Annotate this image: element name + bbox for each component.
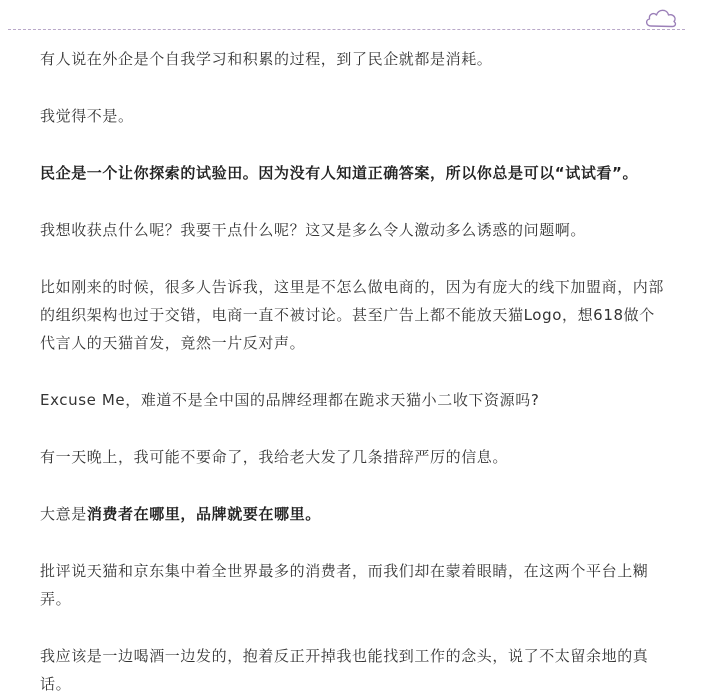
cloud-icon [644, 7, 678, 29]
paragraph-text: 我应该是一边喝酒一边发的，抱着反正开掉我也能找到工作的念头，说了不太留余地的真话。 [40, 647, 649, 693]
bold-text: 民企是一个让你探索的试验田。因为没有人知道正确答案，所以你总是可以“试试看”。 [40, 164, 639, 182]
article-paragraph [40, 273, 670, 357]
article-paragraph [40, 102, 670, 130]
paragraph-text: 有一天晚上，我可能不要命了，我给老大发了几条措辞严厉的信息。 [40, 448, 509, 466]
paragraph-text: 有人说在外企是个自我学习和积累的过程，到了民企就都是消耗。 [40, 50, 493, 68]
article-paragraph [40, 500, 670, 528]
paragraph-text: 比如刚来的时候，很多人告诉我，这里是不怎么做电商的，因为有庞大的线下加盟商，内部的组织架构也过于交错，电商一直不被讨论。甚至广告上都不能放天猫Logo，想618做个代言人的天猫首发，竟然一片反对声。 [40, 278, 665, 352]
top-dashed-divider [8, 29, 685, 30]
article-paragraph [40, 443, 670, 471]
article-paragraph [40, 557, 670, 613]
paragraph-text: 我觉得不是。 [40, 107, 134, 125]
paragraph-text: 大意是 [40, 505, 87, 523]
article-paragraph [40, 45, 670, 73]
article-body [40, 45, 670, 698]
paragraph-text: 批评说天猫和京东集中着全世界最多的消费者，而我们却在蒙着眼睛，在这两个平台上糊弄。 [40, 562, 649, 608]
article-paragraph [40, 159, 670, 187]
article-paragraph [40, 386, 670, 414]
article-paragraph [40, 216, 670, 244]
bold-text: 消费者在哪里，品牌就要在哪里。 [86, 505, 321, 523]
article-paragraph [40, 642, 670, 698]
paragraph-text: Excuse Me，难道不是全中国的品牌经理都在跪求天猫小二收下资源吗? [40, 391, 540, 409]
paragraph-text: 我想收获点什么呢？我要干点什么呢？这又是多么令人激动多么诱惑的问题啊。 [40, 221, 587, 239]
